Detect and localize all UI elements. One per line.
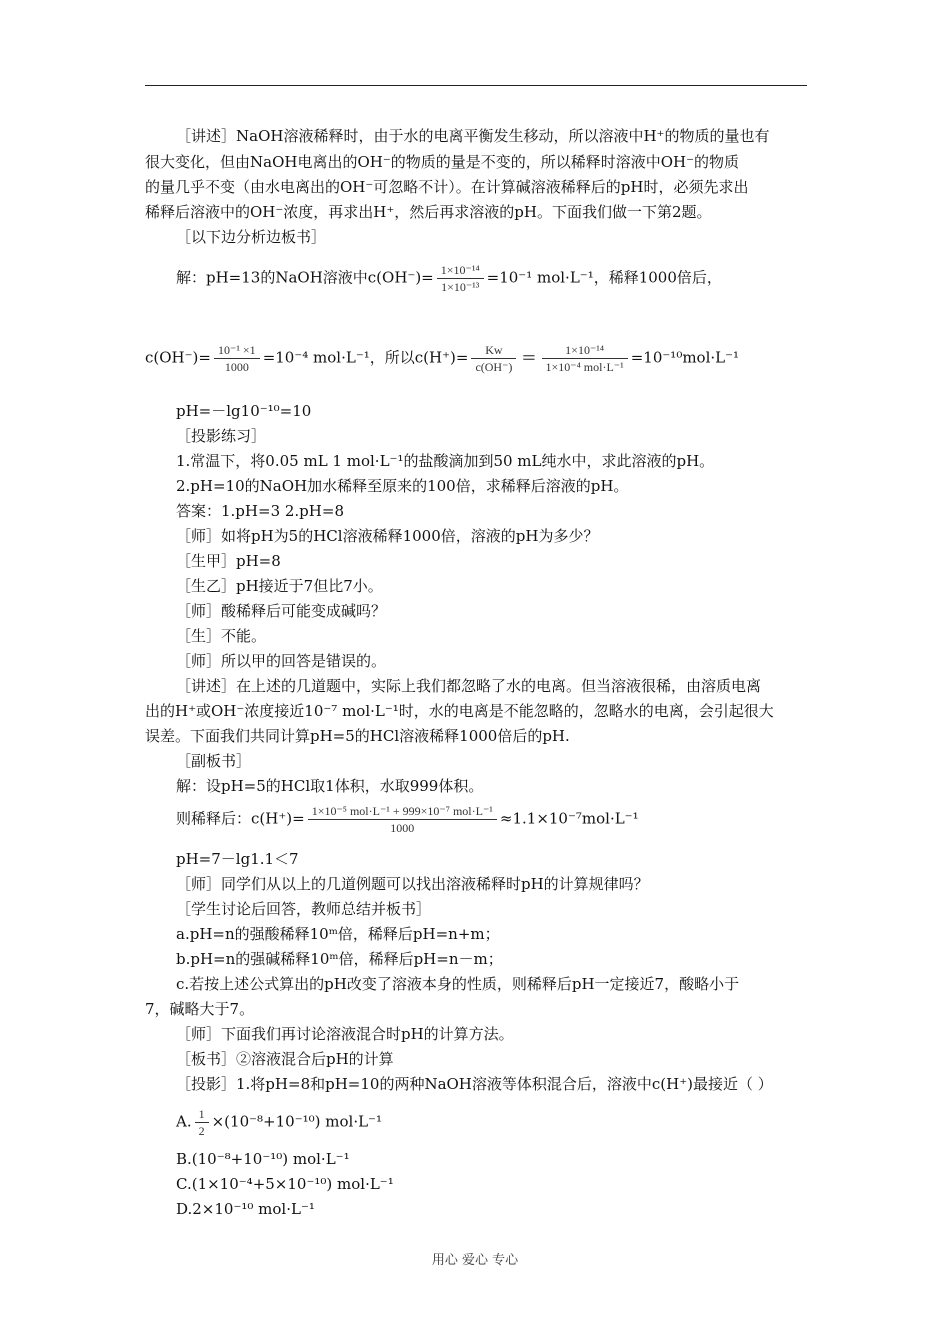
paragraph-line: 解：设pH=5的HCl取1体积，水取999体积。 — [176, 777, 484, 795]
eq2-prefix: c(OH⁻)= — [145, 348, 211, 367]
eq3-numerator: 1×10⁻⁵ mol·L⁻¹ + 999×10⁻⁷ mol·L⁻¹ — [308, 803, 497, 820]
eq1-fraction — [437, 262, 484, 295]
option-a-denominator: 2 — [198, 1124, 205, 1138]
answer-line: 答案：1.pH=3 2.pH=8 — [176, 502, 344, 520]
section-heading: ［以下边分析边板书］ — [176, 228, 327, 246]
eq3-fraction — [308, 803, 497, 836]
dialogue-line: ［生甲］pH=8 — [176, 552, 281, 570]
eq2-fraction-3 — [542, 342, 628, 375]
eq3-denominator: 1000 — [390, 821, 415, 835]
option-c: C.(1×10⁻⁴+5×10⁻¹⁰) mol·L⁻¹ — [176, 1175, 394, 1193]
dialogue-line: ［师］同学们从以上的几道例题可以找出溶液稀释时pH的计算规律吗？ — [176, 875, 649, 893]
option-a-fraction — [195, 1106, 209, 1139]
eq2-f2-denominator: c(OH⁻) — [475, 360, 513, 374]
option-b: B.(10⁻⁸+10⁻¹⁰) mol·L⁻¹ — [176, 1150, 350, 1168]
header-rule — [145, 85, 807, 86]
dialogue-line: ［师］所以甲的回答是错误的。 — [176, 652, 387, 670]
eq2-f3-numerator: 1×10⁻¹⁴ — [542, 342, 628, 359]
rule-line: c.若按上述公式算出的pH改变了溶液本身的性质，则稀释后pH一定接近7，酸略小于 — [176, 975, 740, 993]
paragraph-line: 的量几乎不变（由水电离出的OH⁻可忽略不计）。在计算碱溶液稀释后的pH时，必须先求出 — [145, 178, 749, 196]
paragraph-line: 误差。下面我们共同计算pH=5的HCl溶液稀释1000倍后的pH. — [145, 727, 570, 745]
page-footer: 用心 爱心 专心 — [431, 1253, 519, 1268]
eq1-numerator: 1×10⁻¹⁴ — [437, 262, 484, 279]
equation-1 — [176, 262, 807, 295]
eq2-f1-numerator: 10⁻¹ ×1 — [214, 342, 260, 359]
section-heading: ［板书］②溶液混合后pH的计算 — [176, 1050, 394, 1068]
eq1-denominator: 1×10⁻¹³ — [441, 280, 480, 294]
rule-line: 7，碱略大于7。 — [145, 1000, 255, 1018]
eq1-suffix: =10⁻¹ mol·L⁻¹，稀释1000倍后， — [486, 268, 722, 287]
dialogue-line: ［师］酸稀释后可能变成碱吗？ — [176, 602, 387, 620]
option-a-numerator: 1 — [195, 1106, 209, 1123]
paragraph-line: ［讲述］NaOH溶液稀释时，由于水的电离平衡发生移动，所以溶液中H⁺的物质的量也有 — [176, 127, 770, 145]
section-heading: ［投影练习］ — [176, 427, 267, 445]
dialogue-line: ［师］如将pH为5的HCl溶液稀释1000倍，溶液的pH为多少？ — [176, 527, 599, 545]
paragraph-line: ［讲述］在上述的几道题中，实际上我们都忽略了水的电离。但当溶液很稀，由溶质电离 — [176, 677, 762, 695]
option-a — [176, 1106, 807, 1139]
dialogue-line: ［生］不能。 — [176, 627, 267, 645]
paragraph-line: 很大变化，但由NaOH电离出的OH⁻的物质的量是不变的，所以稀释时溶液中OH⁻的物质 — [145, 153, 740, 171]
eq2-f1-denominator: 1000 — [224, 360, 249, 374]
question-line: ［投影］1.将pH=8和pH=10的两种NaOH溶液等体积混合后，溶液中c(H⁺)最接近（ ） — [176, 1075, 773, 1093]
dialogue-line: ［师］下面我们再讨论溶液混合时pH的计算方法。 — [176, 1025, 514, 1043]
eq2-mid: =10⁻⁴ mol·L⁻¹，所以c(H⁺)= — [262, 348, 469, 367]
eq2-f2-numerator: Kw — [471, 342, 516, 359]
eq2-fraction-1 — [214, 342, 260, 375]
eq2-f3-denominator: 1×10⁻⁴ mol·L⁻¹ — [545, 360, 624, 374]
option-a-label: A. — [176, 1112, 192, 1131]
paragraph-line: 稀释后溶液中的OH⁻浓度，再求出H⁺，然后再求溶液的pH。下面我们做一下第2题。 — [145, 203, 712, 221]
paragraph-line: pH=7－lg1.1＜7 — [176, 850, 299, 868]
exercise-line: 1.常温下，将0.05 mL 1 mol·L⁻¹的盐酸滴加到50 mL纯水中，求此溶液的pH。 — [176, 452, 715, 470]
eq1-prefix: 解：pH=13的NaOH溶液中c(OH⁻)= — [176, 268, 434, 287]
rule-line: a.pH=n的强酸稀释10ᵐ倍，稀释后pH=n+m； — [176, 925, 500, 943]
rule-line: b.pH=n的强碱稀释10ᵐ倍，稀释后pH=n－m； — [176, 950, 503, 968]
exercise-line: 2.pH=10的NaOH加水稀释至原来的100倍，求稀释后溶液的pH。 — [176, 477, 629, 495]
option-d: D.2×10⁻¹⁰ mol·L⁻¹ — [176, 1200, 315, 1218]
paragraph-line: pH=－lg10⁻¹⁰=10 — [176, 402, 312, 420]
eq2-fraction-2 — [471, 342, 516, 375]
dialogue-line: ［生乙］pH接近于7但比7小。 — [176, 577, 383, 595]
section-heading: ［副板书］ — [176, 752, 252, 770]
eq2-suffix: =10⁻¹⁰mol·L⁻¹ — [630, 348, 740, 367]
section-heading: ［学生讨论后回答，教师总结并板书］ — [176, 900, 432, 918]
eq3-prefix: 则稀释后：c(H⁺)= — [176, 809, 305, 828]
eq2-equals: = — [521, 346, 537, 368]
paragraph-line: 出的H⁺或OH⁻浓度接近10⁻⁷ mol·L⁻¹时，水的电离是不能忽略的，忽略水的电离，会引起很大 — [145, 702, 774, 720]
equation-3 — [176, 803, 807, 836]
option-a-text: ×(10⁻⁸+10⁻¹⁰) mol·L⁻¹ — [211, 1112, 382, 1131]
eq3-suffix: ≈1.1×10⁻⁷mol·L⁻¹ — [499, 809, 639, 828]
equation-2 — [145, 342, 807, 375]
